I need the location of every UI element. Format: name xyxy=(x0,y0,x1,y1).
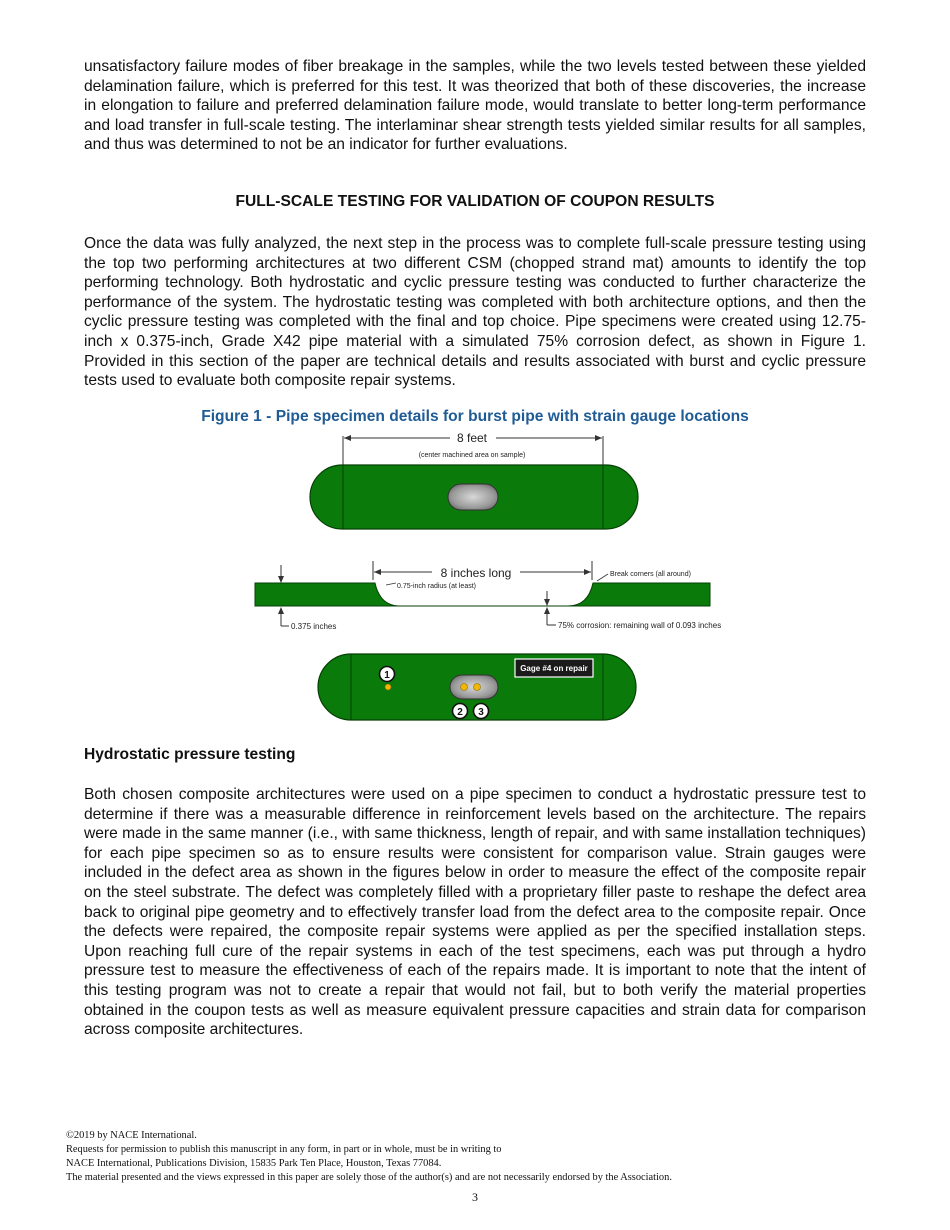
section-heading: FULL-SCALE TESTING FOR VALIDATION OF COUPON RESULTS xyxy=(235,193,715,210)
footer-line-disclaimer: The material presented and the views expressed in this paper are solely those of the author(s) and are not necessarily endorsed by the Association. xyxy=(66,1172,672,1183)
corrosion-defect xyxy=(448,484,498,510)
copyright-footer xyxy=(66,1129,886,1185)
footer-line-copyright: ©2019 by NACE International. xyxy=(66,1130,197,1141)
figure-caption: Figure 1 - Pipe specimen details for burst pipe with strain gauge locations xyxy=(201,408,749,425)
footer-line-address: NACE International, Publications Division, 15835 Park Ten Place, Houston, Texas 77084. xyxy=(66,1158,442,1169)
pipe-top-view xyxy=(310,431,638,529)
strain-gauge-2-dot xyxy=(461,684,468,691)
page-number: 3 xyxy=(472,1190,478,1204)
gauge-1-number: 1 xyxy=(384,670,390,681)
gage-4-label: Gage #4 on repair xyxy=(520,664,588,673)
break-corners-label: Break corners (all around) xyxy=(610,571,691,578)
figure-pipe-specimen xyxy=(240,428,760,728)
strain-gauge-1-dot xyxy=(385,684,391,690)
subsection-heading: Hydrostatic pressure testing xyxy=(84,746,296,763)
defect-length-label: 8 inches long xyxy=(440,566,512,580)
pipe-gauge-view xyxy=(318,654,636,720)
footer-line-permission: Requests for permission to publish this manuscript in any form, in part or in whole, must be in writing to xyxy=(66,1144,502,1155)
pipe-cross-section xyxy=(255,561,721,631)
corrosion-label: 75% corrosion: remaining wall of 0.093 inches xyxy=(558,621,722,630)
strain-gauge-3-dot xyxy=(474,684,481,691)
gauge-2-number: 2 xyxy=(457,707,463,718)
length-label: 8 feet xyxy=(456,431,488,445)
paragraph-full-scale-testing: Once the data was fully analyzed, the next step in the process was to complete full-scale pressure testing using the top two performing architectures at two different CSM (chopped strand mat) amounts to identify the top performing technology. Both hydrostatic and cyclic pressure testing was conducted to further characterize the performance of the system. The hydrostatic testing was completed with both architecture options, and then the cyclic pressure testing was completed with the final and top choice. Pipe specimens were created using 12.75-inch x 0.375-inch, Grade X42 pipe material with a simulated 75% corrosion defect, as shown in Figure 1. Provided in this section of the paper are technical details and results associated with burst and cyclic pressure tests used to evaluate both composite repair systems. xyxy=(84,235,866,390)
paragraph-hydrostatic-testing: Both chosen composite architectures were used on a pipe specimen to conduct a hydrostatic pressure test to determine if there was a measurable difference in reinforcement levels based on the architecture. The repairs were made in the same manner (i.e., with same thickness, length of repair, and with same installation techniques) for each pipe specimen so as to ensure results were consistent for comparison value. Strain gauges were included in the defect area as shown in the figures below in order to measure the effect of the composite repair on the steel substrate. The defect was completely filled with a proprietary filler paste to reshape the defect area back to original pipe geometry and to effectively transfer load from the defect area to the composite repair. Once the defects were repaired, the composite repair systems were applied as per the specified installation steps. Upon reaching full cure of the repair systems in each of the test specimens, each was put through a hydro pressure test to measure the effectiveness of each of the repairs made. It is important to note that the intent of this testing program was not to create a repair that would not fail, but to both verify the material properties obtained in the coupon tests as well as measure equivalent pressure capacities and strain data for comparison across composite architectures. xyxy=(84,786,866,1039)
wall-thickness-label: 0.375 inches xyxy=(291,622,337,631)
center-area-label: (center machined area on sample) xyxy=(418,452,526,459)
gauge-3-number: 3 xyxy=(478,707,484,718)
radius-label: 0.75-inch radius (at least) xyxy=(397,583,476,590)
pipe-wall-section xyxy=(255,583,710,606)
paragraph-intro-continuation: unsatisfactory failure modes of fiber breakage in the samples, while the two levels tested between these yielded delamination failure, which is preferred for this test. It was theorized that both of these discoveries, the increase in elongation to failure and preferred delamination failure mode, would translate to better long-term performance and load transfer in full-scale testing. The interlaminar shear strength tests yielded similar results for all samples, and thus was determined to not be an indicator for further evaluations. xyxy=(84,58,866,154)
